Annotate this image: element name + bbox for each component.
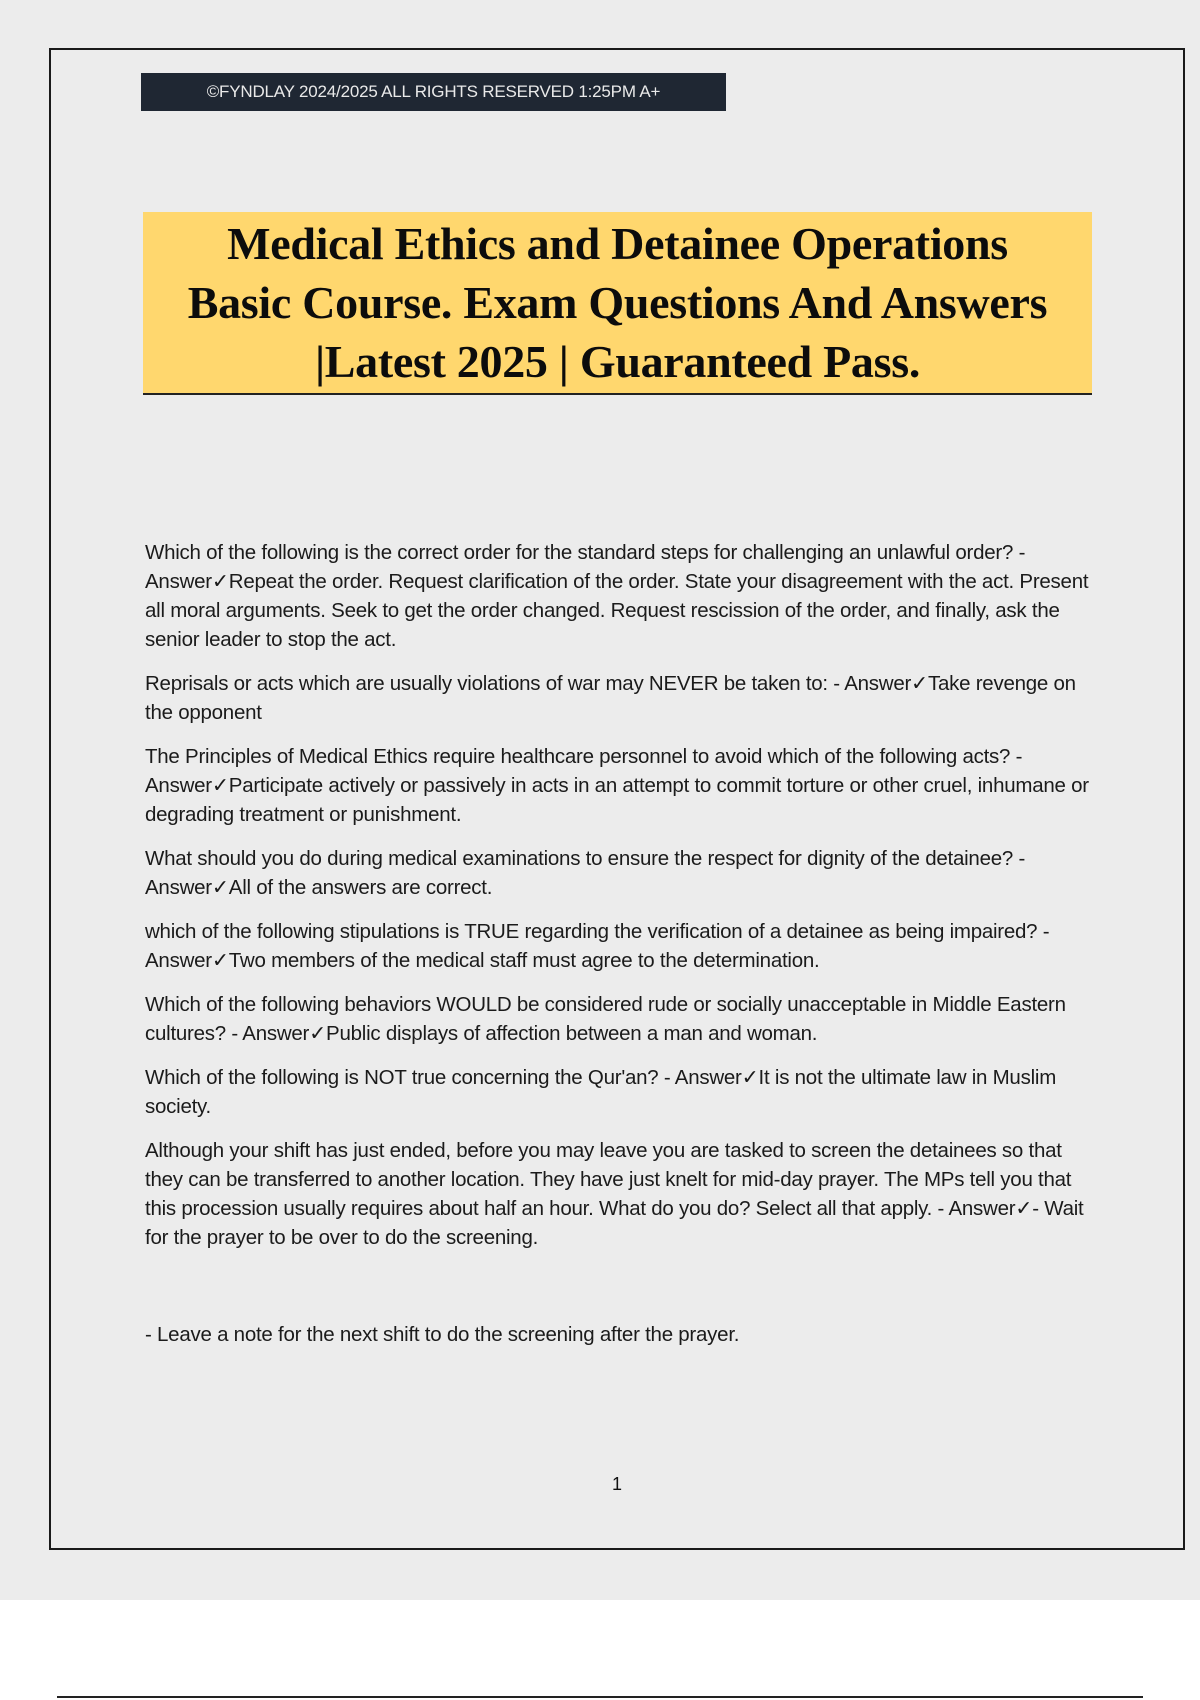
title-line-1: Medical Ethics and Detainee Operations bbox=[227, 218, 1008, 269]
qa-item: which of the following stipulations is TRUE regarding the verification of a detainee as being impaired? - Answer✓Two members of the medical staff must agree to the determination. bbox=[145, 920, 1050, 972]
qa-item: What should you do during medical examinations to ensure the respect for dignity of the detainee? - Answer✓All of the answers are correct. bbox=[145, 847, 1026, 899]
qa-list bbox=[145, 538, 1095, 1364]
qa-item: Which of the following is the correct order for the standard steps for challenging an unlawful order? - Answer✓Repeat the order. Request clarification of the order. State your disagreement with the act. Present all moral arguments. Seek to get the order changed. Request rescission of the order, and finally, ask the senior leader to stop the act. bbox=[145, 541, 1089, 651]
document-title bbox=[188, 214, 1048, 391]
title-line-2: Basic Course. Exam Questions And Answers bbox=[187, 277, 1048, 328]
title-banner bbox=[143, 212, 1092, 395]
qa-answer-continuation: - Leave a note for the next shift to do the screening after the prayer. bbox=[145, 1323, 740, 1346]
qa-item: Which of the following behaviors WOULD be considered rude or socially unacceptable in Middle Eastern cultures? - Answer✓Public displays of affection between a man and woman. bbox=[145, 993, 1066, 1045]
next-page-divider bbox=[57, 1696, 1143, 1698]
qa-item: The Principles of Medical Ethics require healthcare personnel to avoid which of the following acts? - Answer✓Participate actively or passively in acts in an attempt to commit torture or other cruel, inhumane or degrading treatment or punishment. bbox=[145, 745, 1089, 826]
qa-item: Reprisals or acts which are usually violations of war may NEVER be taken to: - Answer✓Take revenge on the opponent bbox=[145, 672, 1076, 724]
copyright-banner: ©FYNDLAY 2024/2025 ALL RIGHTS RESERVED 1:25PM A+ bbox=[141, 73, 726, 111]
qa-item: Although your shift has just ended, before you may leave you are tasked to screen the detainees so that they can be transferred to another location. They have just knelt for mid-day prayer. The MPs tell you that this procession usually requires about half an hour. What do you do? Select all that apply. - Answer✓- Wait for the prayer to be over to do the screening. bbox=[145, 1139, 1084, 1249]
page-number: 1 bbox=[611, 1474, 622, 1494]
qa-item: Which of the following is NOT true concerning the Qur'an? - Answer✓It is not the ultimate law in Muslim society. bbox=[145, 1066, 1057, 1118]
title-line-3: |Latest 2025 | Guaranteed Pass. bbox=[314, 336, 921, 387]
